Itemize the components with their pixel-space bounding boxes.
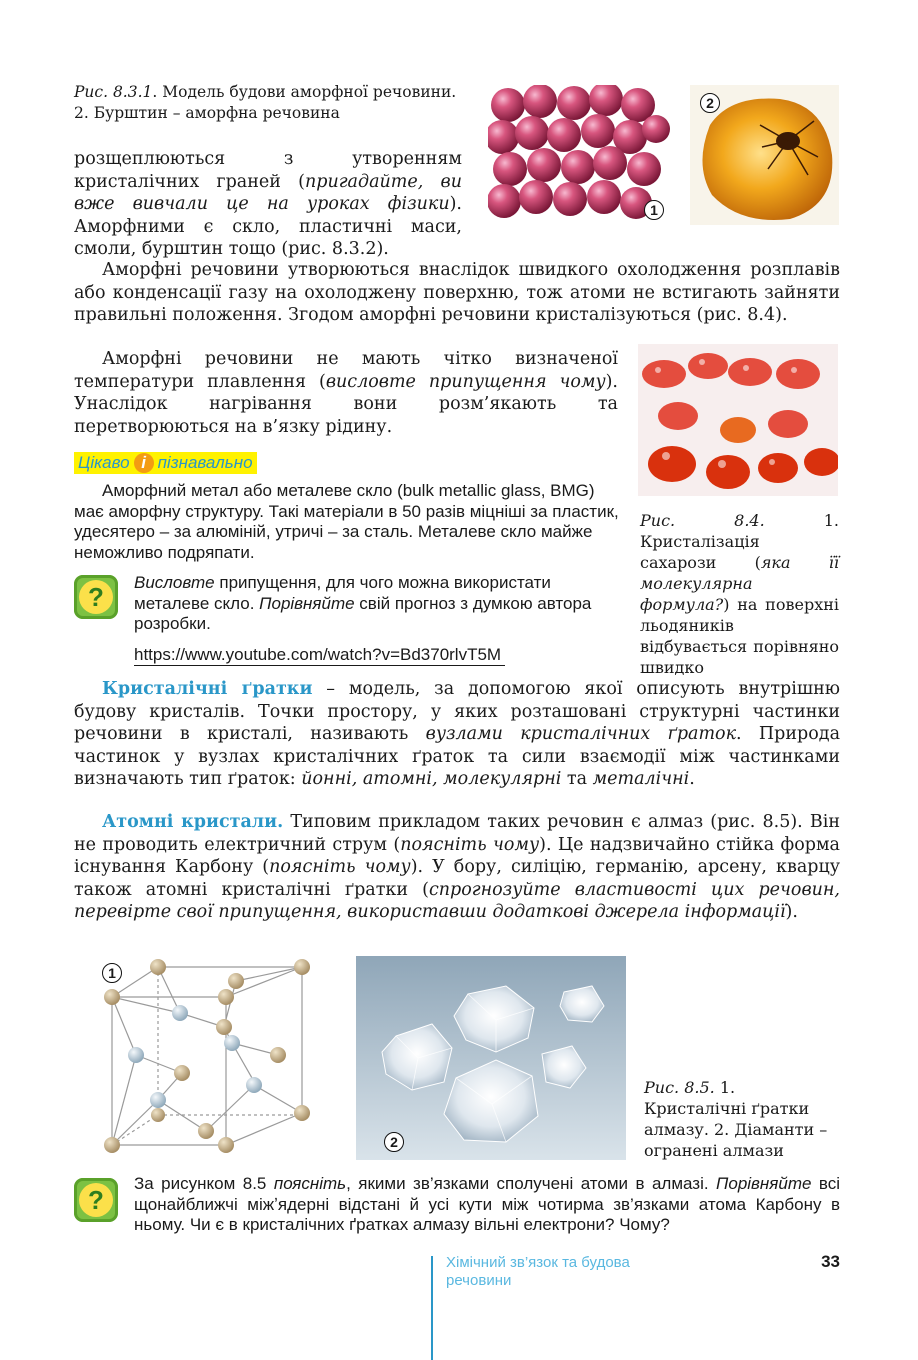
candy-illustration [638,344,838,496]
interesting-label-left: Цікаво [78,453,130,472]
paragraph-melting: Аморфні речовини не мають чітко визначеної температури плавлення (висловте припущення чому). Унаслідок нагрівання вони розм’якають та перетворюються на в’язку рідину. [74,349,618,437]
figure-badge-2: 2 [700,93,720,113]
figure-badge-1: 1 [644,200,664,220]
paragraph-atomic-crystals: Атомні кристали. Типовим прикладом таких речовин є алмаз (рис. 8.5). Він не проводить електричний струм (поясніть чому). Це надзвичайно стійка форма існування Карбону (поясніть чому). У бору, силіцію, германію, арсену, кварцу також атомні кристалічні ґратки (спрогнозуйте властивості цих речовин, перевірте свої припущення, використавши додаткові джерела інформації). [74,812,840,922]
caption-label: Рис. 8.4. [640,511,765,530]
amorphous-model-image [488,85,673,230]
term-atomic-crystals: Атомні кристали. [102,812,284,832]
question-1-text: Висловте припущення, для чого можна використати металеве скло. Порівняйте свій прогноз з думкою автора розробки. [134,573,592,633]
figure-badge-2: 2 [384,1132,404,1152]
video-link[interactable]: https://www.youtube.com/watch?v=Bd370rlvT5M [134,645,505,666]
caption-label: Рис. 8.3.1 [74,83,153,101]
question-icon: ? [74,1178,118,1222]
term-crystal-lattice: Кристалічні ґратки [102,679,313,699]
paragraph-amorphous-examples: розщеплюються з утворенням кристалічних граней (пригадайте, ви вже вивчали це на уроках фізики). Аморфними є скло, пластичні маси, смоли, бурштин тощо (рис. 8.3.2). [74,149,462,259]
caption-label: Рис. 8.5. [644,1078,715,1097]
figure-badge-1: 1 [102,963,122,983]
question-2-text: За рисунком 8.5 поясніть, якими зв’язками сполучені атоми в алмазі. Порівняйте всі щонайближчі міжʼядерні відстані й усі кути між чотирма зв’язками атома Карбону в ньому. Чи є в кристалічних ґратках алмазу вільні електрони? Чому? [134,1174,841,1234]
figure-caption-8-4: Рис. 8.4. 1. Кристалізація сахарози (яка її молекулярна формула?) на поверхні льодяників відбувається порівняно швидко [640,511,839,677]
diamond-lattice-diagram [96,955,316,1155]
diamonds-illustration [356,956,626,1160]
lattice-illustration [96,955,316,1155]
interesting-i-icon: і [134,453,154,473]
interesting-label-right: пізнавально [157,453,253,472]
caption-text: . Модель будови аморфної речовини. 2. Бурштин – аморфна речовина [74,83,457,122]
amber-photo [690,85,839,225]
figure-caption-8-5: Рис. 8.5. 1. Кристалічні ґратки алмазу. 2. Діаманти – огранені алмази [644,1078,828,1160]
paragraph-amorphous-formation: Аморфні речовини утворюються внаслідок швидкого охолодження розплавів або конденсації газу на охолоджену поверхню, тож атоми не встигають зайняти правильні положення. Згодом аморфні речовини кристалізуються (рис. 8.4). [74,260,840,325]
sugar-candy-photo [638,344,838,496]
interesting-fact-header [74,452,257,474]
page-number: 33 [821,1252,840,1271]
footer-divider [431,1256,433,1360]
diamonds-photo [356,956,626,1160]
question-icon: ? [74,575,118,619]
figure-caption-8-3-1 [74,82,458,124]
interesting-fact-text: Аморфний метал або металеве скло (bulk metallic glass, BMG) має аморфну структуру. Такі матеріали в 50 разів міцніші за пластик, удесятеро – за алюміній, утричі – за сталь. Металеве скло майже неможливо подряпати. [74,481,619,562]
footer-section-title: Хімічний зв’язок та будова речовини [446,1254,630,1289]
paragraph-crystal-lattice: Кристалічні ґратки – модель, за допомогою якої описують внутрішню будову кристалів. Точки простору, у яких розташовані структурні частинки речовини в кристалі, називають вузлами кристалічних ґраток. Природа частинок у вузлах кристалічних ґраток та сили взаємодії між частинками визначають тип ґраток: йонні, атомні, молекулярні та металічні. [74,679,841,789]
